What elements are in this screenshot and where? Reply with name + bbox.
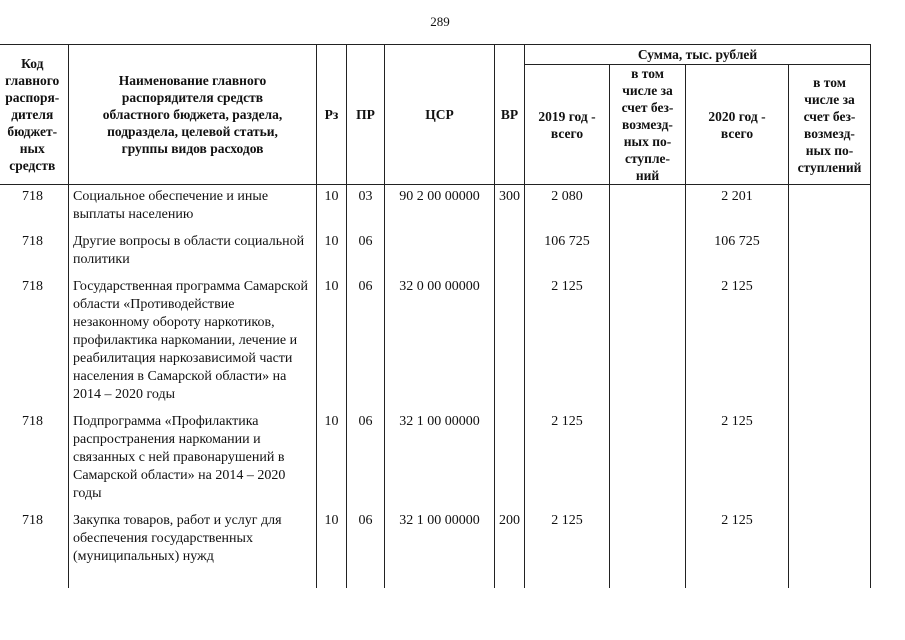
page-number: 289 (430, 14, 450, 29)
budget-table (0, 44, 871, 588)
cell-sum-2020: 106 725 (686, 230, 789, 275)
cell-vr: 200 (495, 509, 525, 588)
cell-name: Государственная программа Самарской области «Противодействие незаконному обороту наркотиков, профилактика наркомании, лечение и реабилитация наркозависимой части населения в Самарской области» на 2014 – 2020 годы (69, 275, 317, 410)
cell-rz: 10 (317, 410, 347, 509)
cell-pr: 06 (347, 509, 385, 588)
table-row (0, 509, 871, 588)
table-row (0, 275, 871, 410)
header-pr: ПР (347, 45, 385, 185)
cell-pr: 06 (347, 410, 385, 509)
cell-incl-2020 (789, 185, 871, 231)
table-row (0, 230, 871, 275)
table-row (0, 185, 871, 231)
cell-name: Социальное обеспечение и иные выплаты населению (69, 185, 317, 231)
table-row (0, 410, 871, 509)
cell-sum-2020: 2 125 (686, 410, 789, 509)
header-incl-2020: в том числе за счет без- возмезд- ных по- ступлений (789, 65, 871, 185)
cell-csr: 32 0 00 00000 (385, 275, 495, 410)
header-code: Код главного распоря- дителя бюджет- ных средств (0, 45, 69, 185)
cell-sum-2020: 2 125 (686, 275, 789, 410)
cell-incl-2019 (610, 509, 686, 588)
cell-code: 718 (0, 410, 69, 509)
header-name: Наименование главного распорядителя средств областного бюджета, раздела, подраздела, целевой статьи, группы видов расходов (69, 45, 317, 185)
cell-sum-2020: 2 125 (686, 509, 789, 588)
header-vr: ВР (495, 45, 525, 185)
cell-csr: 90 2 00 00000 (385, 185, 495, 231)
cell-vr (495, 410, 525, 509)
cell-pr: 06 (347, 230, 385, 275)
cell-code: 718 (0, 275, 69, 410)
cell-vr (495, 275, 525, 410)
cell-incl-2019 (610, 230, 686, 275)
cell-csr (385, 230, 495, 275)
cell-csr: 32 1 00 00000 (385, 410, 495, 509)
cell-rz: 10 (317, 275, 347, 410)
cell-rz: 10 (317, 230, 347, 275)
cell-code: 718 (0, 185, 69, 231)
cell-sum-2020: 2 201 (686, 185, 789, 231)
cell-code: 718 (0, 230, 69, 275)
cell-vr: 300 (495, 185, 525, 231)
cell-pr: 06 (347, 275, 385, 410)
cell-incl-2020 (789, 230, 871, 275)
cell-name: Другие вопросы в области социальной политики (69, 230, 317, 275)
cell-incl-2020 (789, 509, 871, 588)
cell-sum-2019: 2 125 (525, 509, 610, 588)
cell-code: 718 (0, 509, 69, 588)
table-body (0, 185, 871, 589)
cell-incl-2019 (610, 410, 686, 509)
cell-rz: 10 (317, 185, 347, 231)
header-sum-2020: 2020 год - всего (686, 65, 789, 185)
cell-sum-2019: 2 080 (525, 185, 610, 231)
table-header (0, 45, 871, 185)
cell-incl-2019 (610, 185, 686, 231)
header-csr: ЦСР (385, 45, 495, 185)
cell-incl-2020 (789, 410, 871, 509)
cell-name: Подпрограмма «Профилактика распространения наркомании и связанных с ней правонарушений в Самарской области» на 2014 – 2020 годы (69, 410, 317, 509)
header-rz: Рз (317, 45, 347, 185)
cell-pr: 03 (347, 185, 385, 231)
header-incl-2019: в том числе за счет без- возмезд- ных по- ступле- ний (610, 65, 686, 185)
cell-incl-2020 (789, 275, 871, 410)
cell-csr: 32 1 00 00000 (385, 509, 495, 588)
cell-name: Закупка товаров, работ и услуг для обеспечения государственных (муниципальных) нужд (69, 509, 317, 588)
cell-vr (495, 230, 525, 275)
cell-sum-2019: 2 125 (525, 410, 610, 509)
header-sum-2019: 2019 год - всего (525, 65, 610, 185)
cell-sum-2019: 106 725 (525, 230, 610, 275)
cell-rz: 10 (317, 509, 347, 588)
cell-sum-2019: 2 125 (525, 275, 610, 410)
cell-incl-2019 (610, 275, 686, 410)
header-sum-group: Сумма, тыс. рублей (525, 45, 871, 65)
